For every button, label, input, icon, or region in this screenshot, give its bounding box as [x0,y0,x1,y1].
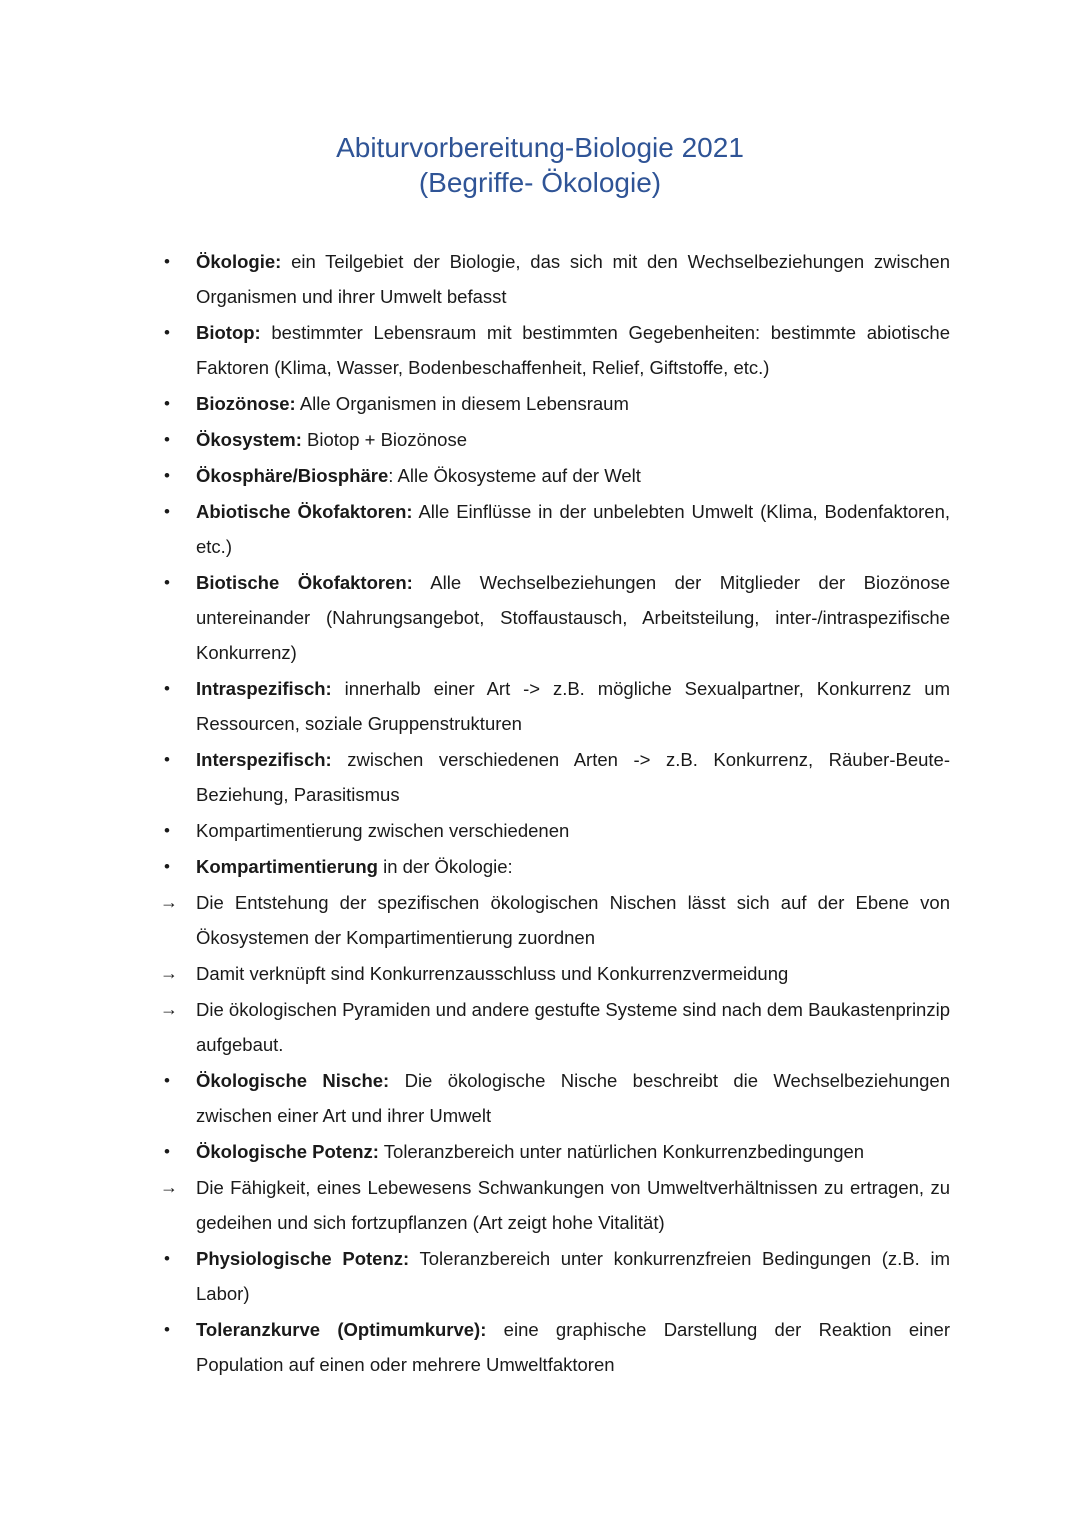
term-label: Biotische Ökofaktoren: [196,572,413,593]
term-label: Ökosphäre/Biosphäre [196,465,389,486]
term-definition: Die Entstehung der spezifischen ökologischen Nischen lässt sich auf der Ebene von Ökosystemen der Kompartimentierung zuordnen [196,892,950,948]
term-definition: : Alle Ökosysteme auf der Welt [388,465,641,486]
term-definition: innerhalb einer Art -> z.B. mögliche Sexualpartner, Konkurrenz um Ressourcen, soziale Gruppenstrukturen [196,678,950,734]
bullet-icon [160,565,184,600]
term-label: Intraspezifisch: [196,678,332,699]
bullet-icon [160,1241,184,1276]
term-definition: Damit verknüpft sind Konkurrenzausschluss und Konkurrenzvermeidung [196,963,789,984]
bullet-list-item [160,422,950,457]
term-definition: zwischen verschiedenen Arten -> z.B. Konkurrenz, Räuber-Beute-Beziehung, Parasitismus [196,749,950,805]
bullet-icon [160,458,184,493]
term-definition: bestimmter Lebensraum mit bestimmten Gegebenheiten: bestimmte abiotische Faktoren (Klima, Wasser, Bodenbeschaffenheit, Relief, Giftstoffe, etc.) [196,322,950,378]
bullet-icon [160,813,184,848]
title-line-1: Abiturvorbereitung-Biologie 2021 [336,132,744,163]
arrow-list-item [160,992,950,1062]
bullet-icon [160,422,184,457]
arrow-icon [160,992,184,1027]
term-definition: Toleranzbereich unter konkurrenzfreien Bedingungen (z.B. im Labor) [196,1248,950,1304]
bullet-list-item [160,1241,950,1311]
term-definition: Alle Wechselbeziehungen der Mitglieder der Biozönose untereinander (Nahrungsangebot, Stoffaustausch, Arbeitsteilung, inter-/intraspezifische Konkurrenz) [196,572,951,663]
term-label: Biozönose: [196,393,296,414]
term-definition: in der Ökologie: [377,856,513,877]
term-definition: eine graphische Darstellung der Reaktion einer Population auf einen oder mehrere Umweltfaktoren [196,1319,950,1375]
title-line-2: (Begriffe- Ökologie) [418,167,662,198]
bullet-icon [160,1312,184,1347]
term-definition: Toleranzbereich unter natürlichen Konkurrenzbedingungen [378,1141,865,1162]
bullet-list-item [160,494,950,564]
document-title [0,130,1080,200]
bullet-list-item [160,849,950,884]
arrow-icon [160,1170,184,1205]
bullet-list-item [160,1312,950,1382]
arrow-list-item [160,1170,950,1240]
term-label: Abiotische Ökofaktoren: [196,501,413,522]
term-list [160,244,950,1383]
term-definition: Kompartimentierung zwischen verschiedenen [196,820,570,841]
bullet-icon [160,315,184,350]
bullet-icon [160,1063,184,1098]
term-label: Ökologie: [196,251,282,272]
bullet-icon [160,386,184,421]
term-label: Ökologische Potenz: [196,1141,379,1162]
bullet-list-item [160,742,950,812]
arrow-icon [160,885,184,920]
bullet-list-item [160,386,950,421]
bullet-icon [160,494,184,529]
bullet-icon [160,244,184,279]
bullet-icon [160,671,184,706]
term-label: Toleranzkurve (Optimumkurve): [196,1319,487,1340]
bullet-list-item [160,1134,950,1169]
term-definition: ein Teilgebiet der Biologie, das sich mit den Wechselbeziehungen zwischen Organismen und ihrer Umwelt befasst [196,251,950,307]
term-label: Interspezifisch: [196,749,332,770]
bullet-list-item [160,1063,950,1133]
term-label: Ökologische Nische: [196,1070,390,1091]
term-label: Physiologische Potenz: [196,1248,410,1269]
term-definition: Alle Einflüsse in der unbelebten Umwelt (Klima, Bodenfaktoren, etc.) [196,501,950,557]
arrow-list-item [160,885,950,955]
term-label: Ökosystem: [196,429,302,450]
arrow-icon [160,956,184,991]
arrow-list-item [160,956,950,991]
bullet-list-item [160,671,950,741]
bullet-list-item [160,813,950,848]
bullet-list-item [160,565,950,670]
term-definition: Die Fähigkeit, eines Lebewesens Schwankungen von Umweltverhältnissen zu ertragen, zu gedeihen und sich fortzupflanzen (Art zeigt hohe Vitalität) [196,1177,950,1233]
bullet-list-item [160,244,950,314]
term-definition: Die ökologischen Pyramiden und andere gestufte Systeme sind nach dem Baukastenprinzip aufgebaut. [196,999,950,1055]
bullet-icon [160,1134,184,1169]
term-definition: Die ökologische Nische beschreibt die Wechselbeziehungen zwischen einer Art und ihrer Umwelt [196,1070,950,1126]
term-definition: Biotop + Biozönose [301,429,467,450]
bullet-icon [160,742,184,777]
bullet-list-item [160,458,950,493]
bullet-list-item [160,315,950,385]
term-label: Biotop: [196,322,261,343]
term-definition: Alle Organismen in diesem Lebensraum [295,393,629,414]
bullet-icon [160,849,184,884]
term-label: Kompartimentierung [196,856,378,877]
